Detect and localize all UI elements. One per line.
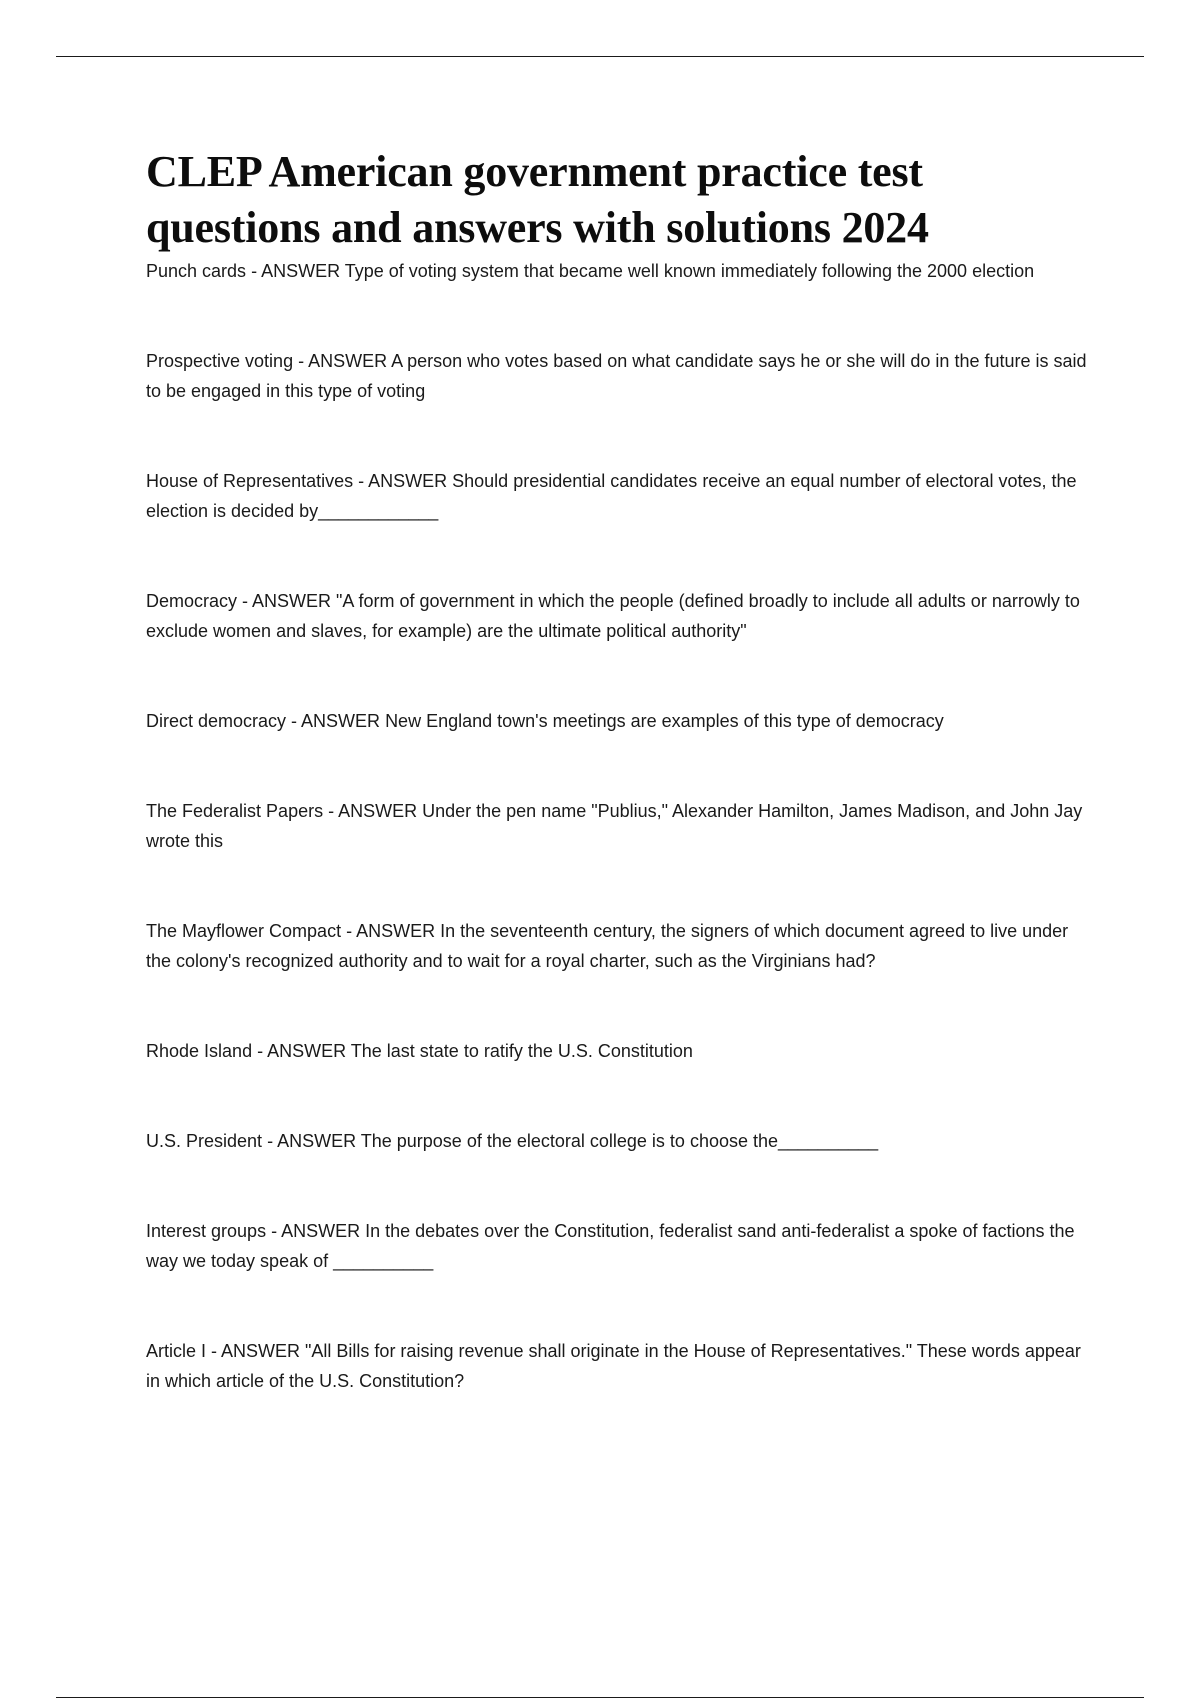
qa-term: The Mayflower Compact	[146, 921, 342, 941]
qa-term: The Federalist Papers	[146, 801, 324, 821]
qa-separator: - ANSWER	[237, 591, 337, 611]
qa-term: Direct democracy	[146, 711, 287, 731]
qa-separator: - ANSWER	[262, 1131, 361, 1151]
qa-item-article-i	[146, 1336, 1096, 1396]
qa-item-direct-democracy	[146, 706, 1096, 736]
qa-separator: - ANSWER	[206, 1341, 306, 1361]
qa-answer: The purpose of the electoral college is to choose the__________	[360, 1131, 879, 1151]
qa-answer: In the debates over the Constitution, federalist sand anti-federalist a spoke of factions the way we today speak of __________	[146, 1221, 1075, 1271]
qa-term: House of Representatives	[146, 471, 354, 491]
qa-separator: - ANSWER	[341, 921, 441, 941]
qa-answer: "A form of government in which the people (defined broadly to include all adults or narrowly to exclude women and slaves, for example) are the ultimate political authority"	[146, 591, 1080, 641]
qa-answer: "All Bills for raising revenue shall originate in the House of Representatives." These words appear in which article of the U.S. Constitution?	[146, 1341, 1081, 1391]
qa-item-prospective-voting	[146, 346, 1096, 406]
document-content	[146, 144, 1096, 1456]
qa-term: Punch cards	[146, 261, 247, 281]
qa-separator: - ANSWER	[323, 801, 423, 821]
qa-term: U.S. President	[146, 1131, 263, 1151]
qa-separator: - ANSWER	[246, 261, 345, 281]
qa-term: Rhode Island	[146, 1041, 253, 1061]
qa-answer: Under the pen name "Publius," Alexander Hamilton, James Madison, and John Jay wrote this	[146, 801, 1083, 851]
qa-item-mayflower-compact	[146, 916, 1096, 976]
qa-answer: New England town's meetings are examples of this type of democracy	[385, 711, 944, 731]
top-horizontal-rule	[56, 56, 1144, 57]
qa-item-rhode-island	[146, 1036, 1096, 1066]
qa-separator: - ANSWER	[266, 1221, 366, 1241]
qa-item-interest-groups	[146, 1216, 1096, 1276]
document-title	[146, 144, 1096, 256]
qa-item-house-of-representatives	[146, 466, 1096, 526]
qa-item-us-president	[146, 1126, 1096, 1156]
qa-separator: - ANSWER	[293, 351, 392, 371]
qa-separator: - ANSWER	[353, 471, 453, 491]
qa-answer: Should presidential candidates receive an equal number of electoral votes, the election is decided by____________	[146, 471, 1077, 521]
qa-item-punch-cards	[146, 256, 1096, 286]
qa-term: Article I	[146, 1341, 207, 1361]
qa-item-federalist-papers	[146, 796, 1096, 856]
bottom-horizontal-rule	[56, 1697, 1144, 1698]
qa-answer: The last state to ratify the U.S. Constitution	[350, 1041, 693, 1061]
document-title-line-2: questions and answers with solutions 2024	[146, 203, 929, 252]
qa-term: Interest groups	[146, 1221, 267, 1241]
qa-answer: In the seventeenth century, the signers of which document agreed to live under the colony's recognized authority and to wait for a royal charter, such as the Virginians had?	[146, 921, 1069, 971]
document-title-line-1: CLEP American government practice test	[146, 147, 923, 196]
qa-separator: - ANSWER	[252, 1041, 351, 1061]
qa-list	[146, 256, 1096, 1396]
qa-separator: - ANSWER	[286, 711, 386, 731]
qa-item-democracy	[146, 586, 1096, 646]
qa-term: Democracy	[146, 591, 238, 611]
qa-answer: Type of voting system that became well known immediately following the 2000 election	[344, 261, 1035, 281]
qa-answer: A person who votes based on what candidate says he or she will do in the future is said to be engaged in this type of voting	[146, 351, 1087, 401]
qa-term: Prospective voting	[146, 351, 294, 371]
